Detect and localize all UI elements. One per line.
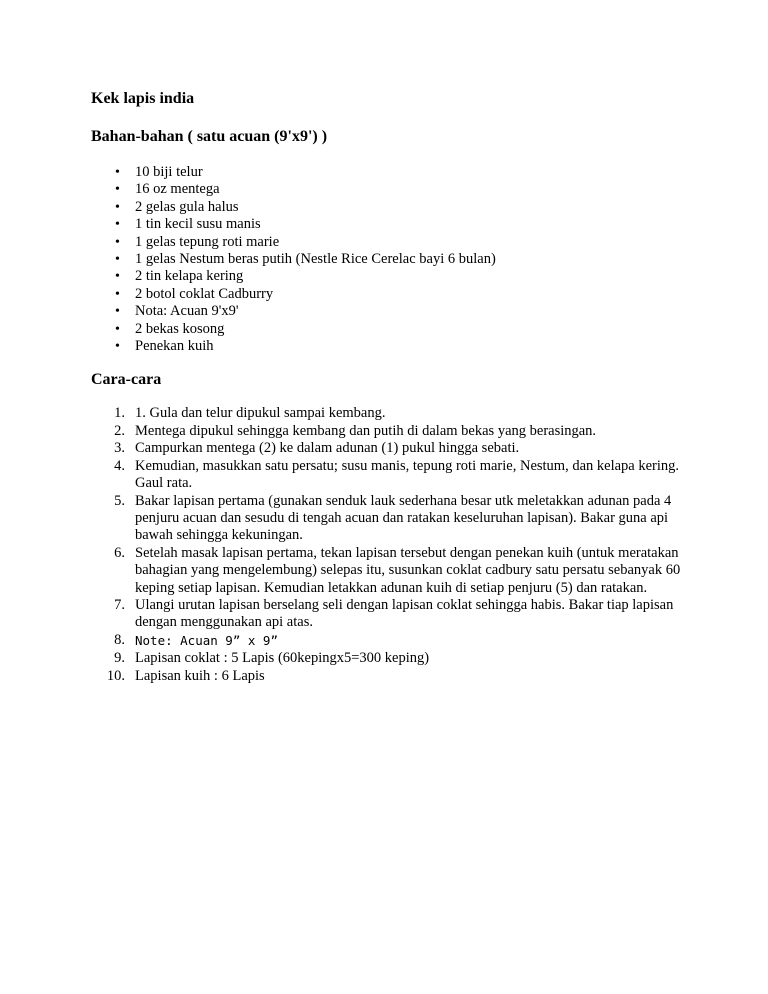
- list-item: [91, 338, 691, 355]
- ingredient-text: 2 bekas kosong: [135, 320, 225, 337]
- step-text: Ulangi urutan lapisan berselang seli dengan lapisan coklat sehingga habis. Bakar tiap lapisan dengan menggunakan api atas.: [135, 596, 674, 631]
- ingredient-text: Penekan kuih: [135, 338, 214, 355]
- step-number: 4.: [114, 457, 125, 474]
- ingredient-text: 2 tin kelapa kering: [135, 268, 244, 285]
- step-text: Note: Acuan 9” x 9”: [135, 632, 278, 648]
- list-item: [91, 668, 691, 685]
- list-item: [91, 268, 691, 285]
- list-item: [91, 597, 691, 632]
- list-item: [91, 423, 691, 440]
- document-page: [91, 88, 691, 685]
- list-item: [91, 286, 691, 303]
- list-item: [91, 493, 691, 545]
- bullet-icon: •: [115, 199, 120, 215]
- list-item: [91, 303, 691, 320]
- ingredient-text: 10 biji telur: [135, 164, 203, 180]
- list-item: [91, 251, 691, 268]
- ingredient-text: 1 gelas Nestum beras putih (Nestle Rice Cerelac bayi 6 bulan): [135, 251, 496, 268]
- list-item: [91, 545, 691, 597]
- list-item: [91, 405, 691, 422]
- steps-heading: Cara-cara: [91, 371, 162, 389]
- step-text: Kemudian, masukkan satu persatu; susu manis, tepung roti marie, Nestum, dan kelapa kering. Gaul rata.: [135, 457, 680, 492]
- step-text: Setelah masak lapisan pertama, tekan lapisan tersebut dengan penekan kuih (untuk meratakan bahagian yang mengelembung) selepas itu, susunkan coklat cadbury satu persatu sebanyak 60 keping setiap lapisan. Kemudian letakkan adunan kuih di setiap penjuru (5) dan ratakan.: [135, 544, 681, 596]
- step-text: Campurkan mentega (2) ke dalam adunan (1) pukul hingga sebati.: [135, 440, 520, 457]
- step-number: 5.: [114, 492, 125, 509]
- ingredients-heading: Bahan-bahan ( satu acuan (9'x9') ): [91, 128, 328, 145]
- step-text: Mentega dipukul sehingga kembang dan putih di dalam bekas yang berasingan.: [135, 422, 597, 439]
- step-number: 3.: [114, 440, 125, 457]
- step-number: 1.: [114, 405, 125, 422]
- step-text: Bakar lapisan pertama (gunakan senduk lauk sederhana besar utk meletakkan adunan pada 4 penjuru acuan dan sesudu di tengah acuan dan ratakan keseluruhan lapisan). Bakar guna api bawah sehingga kekuningan.: [135, 492, 672, 544]
- list-item: [91, 164, 691, 181]
- list-item: [91, 440, 691, 457]
- list-item: [91, 650, 691, 667]
- bullet-icon: •: [115, 339, 120, 355]
- list-item: [91, 216, 691, 233]
- bullet-icon: •: [115, 286, 120, 302]
- ingredient-text: 2 botol coklat Cadburry: [135, 285, 274, 302]
- step-number: 10.: [106, 667, 125, 684]
- list-item: [91, 321, 691, 338]
- step-text: 1. Gula dan telur dipukul sampai kembang.: [135, 405, 386, 422]
- bullet-icon: •: [115, 304, 120, 320]
- list-item: [91, 458, 691, 493]
- document-title: Kek lapis india: [91, 90, 195, 107]
- ingredient-text: 1 tin kecil susu manis: [135, 216, 261, 233]
- list-item: [91, 632, 691, 650]
- list-item: [91, 234, 691, 251]
- bullet-icon: •: [115, 165, 120, 180]
- bullet-icon: •: [115, 217, 120, 233]
- ingredient-text: 16 oz mentega: [135, 181, 220, 198]
- bullet-icon: •: [115, 252, 120, 268]
- step-text: Lapisan coklat : 5 Lapis (60kepingx5=300 keping): [135, 650, 430, 667]
- step-number: 6.: [114, 544, 125, 561]
- ingredient-text: Nota: Acuan 9'x9': [135, 303, 239, 320]
- bullet-icon: •: [115, 182, 120, 198]
- list-item: [91, 199, 691, 216]
- step-number: 7.: [114, 596, 125, 613]
- list-item: [91, 181, 691, 198]
- step-number: 9.: [114, 650, 125, 667]
- ingredients-list: [91, 164, 691, 355]
- bullet-icon: •: [115, 234, 120, 250]
- ingredient-text: 2 gelas gula halus: [135, 198, 239, 215]
- step-number: 2.: [114, 422, 125, 439]
- bullet-icon: •: [115, 269, 120, 285]
- step-number: 8.: [114, 631, 125, 648]
- steps-list: [91, 405, 691, 685]
- bullet-icon: •: [115, 321, 120, 337]
- ingredient-text: 1 gelas tepung roti marie: [135, 233, 280, 250]
- step-text: Lapisan kuih : 6 Lapis: [135, 667, 265, 684]
